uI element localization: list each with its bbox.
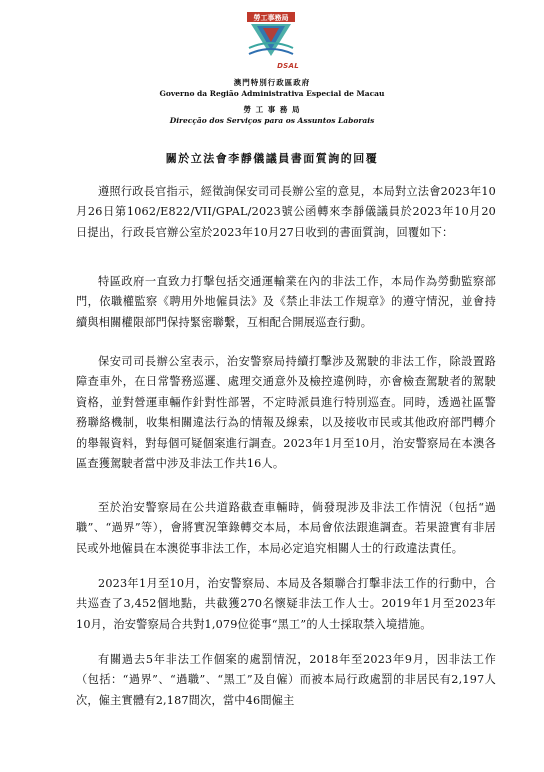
paragraph-1: 遵照行政長官指示，經徵詢保安司司長辦公室的意見，本局對立法會2023年10月26日第1062/E822/VII/GPAL/2023號公函轉來李靜儀議員於2023年10月20日提出，行政長官辦公室於2023年10月27日收到的書面質詢，回覆如下： [76,185,496,239]
department-name-pt: Direcção dos Serviços para os Assuntos Laborais [169,116,375,125]
dsal-logo-icon [243,10,299,60]
government-name-zh: 澳門特別行政區政府 [233,78,311,87]
paragraph-5: 2023年1月至10月，治安警察局、本局及各類聯合打擊非法工作的行動中，合共巡查了3,452個地點，共截獲270名懷疑非法工作人士。2019年1月至2023年10月，治安警察局合共對1,079位從事“黑工”的人士採取禁入境措施。 [76,577,496,631]
paragraph-3: 保安司司長辦公室表示，治安警察局持續打擊涉及駕駛的非法工作，除設置路障查車外，在日常警務巡邏、處理交通意外及檢控違例時，亦會檢查駕駛者的駕駛資格，並對營運車輛作針對性部署，不定時派員進行特別巡查。同時，透過社區警務聯絡機制，收集相關違法行為的情報及線索，以及接收市民或其他政府部門轉介的舉報資料，對每個可疑個案進行調查。2023年1月至10月，治安警察局在本澳各區查獲駕駛者當中涉及非法工作共16人。 [76,355,496,471]
department-name-zh: 勞 工 事 務 局 [243,105,301,114]
paragraph-4: 至於治安警察局在公共道路截查車輛時，倘發現涉及非法工作情況（包括“過職”、“過界”等），會將實況筆錄轉交本局，本局會依法跟進調查。若果證實有非居民或外地僱員在本澳從事非法工作，本局必定追究相關人士的行政違法責任。 [76,501,496,555]
paragraph-6: 有關過去5年非法工作個案的處罰情況，2018年至2023年9月，因非法工作（包括：“過界”、“過職”、“黑工”及自僱）而被本局行政處罰的非居民有2,197人次，僱主實體有2,187間次，當中46間僱主 [76,653,496,707]
logo-text: 勞工事務局 [253,14,289,22]
paragraph-2: 特區政府一直致力打擊包括交通運輸業在內的非法工作，本局作為勞動監察部門，依職權監察《聘用外地僱員法》及《禁止非法工作規章》的遵守情況，並會持續與相關權限部門保持緊密聯繫，互相配合開展巡查行動。 [76,275,496,329]
document-title: 關於立法會李靜儀議員書面質詢的回覆 [165,152,379,165]
government-name-pt: Governo da Região Administrativa Especial de Macau [159,89,385,98]
logo-wordmark: DSAL [277,62,299,70]
